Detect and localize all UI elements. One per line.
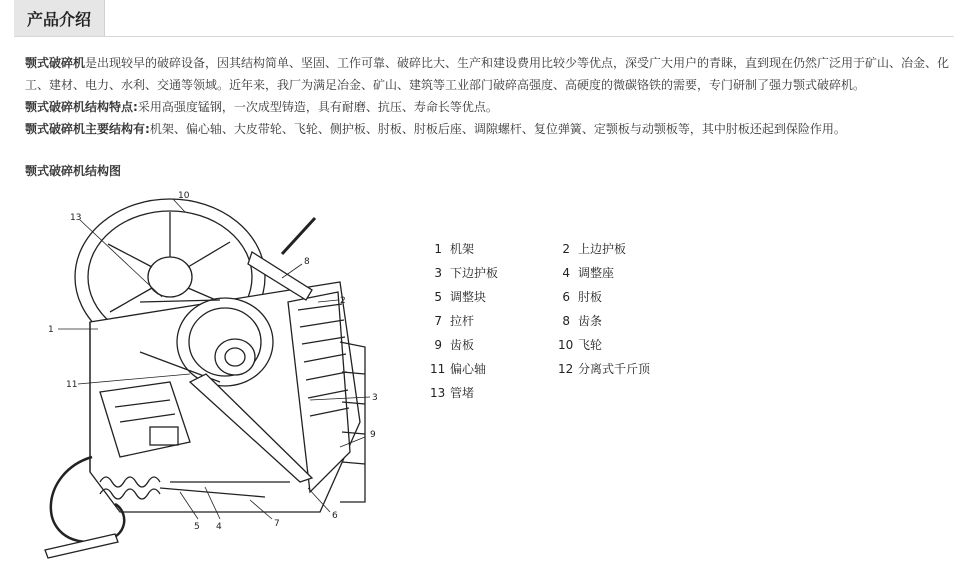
- legend-label: 分离式千斤顶: [578, 362, 651, 376]
- legend-number: 7: [434, 314, 442, 328]
- legend-number: 2: [562, 242, 570, 256]
- callout-3: 3: [372, 393, 378, 403]
- callout-1: 1: [48, 325, 54, 335]
- legend-number: 3: [434, 266, 442, 280]
- intro-p1-text: 是出现较早的破碎设备，因其结构简单、坚固、工作可靠、破碎比大、生产和建设费用比较少等优点，深受广大用户的青睐，直到现在仍然广泛用于矿山、冶金、化工、建材、电力、水利、交通等领域。近年来，我厂为满足冶金、矿山、建筑等工业部门破碎高强度、高硬度的微碳铬铁的需要，专门研制了强力颚式破碎机。: [25, 56, 950, 92]
- tab-product-intro[interactable]: 产品介绍: [14, 0, 105, 36]
- legend-number: 11: [430, 362, 446, 376]
- callout-8: 8: [304, 257, 310, 267]
- callout-13: 13: [70, 213, 82, 223]
- callout-2: 2: [340, 296, 346, 306]
- callout-10: 10: [178, 191, 190, 201]
- legend-label: 机架: [450, 242, 475, 256]
- intro-paragraph-2: [25, 96, 950, 118]
- intro-text: [25, 52, 950, 140]
- legend-label: 齿板: [450, 338, 475, 352]
- legend-label: 偏心轴: [450, 362, 487, 376]
- legend-number: 10: [558, 338, 574, 352]
- intro-paragraph-1: [25, 52, 950, 96]
- diagram-title: 颚式破碎机结构图: [25, 164, 122, 178]
- intro-paragraph-3: [25, 118, 950, 140]
- callout-4: 4: [216, 522, 222, 532]
- legend-number: 13: [430, 386, 446, 400]
- legend-number: 1: [434, 242, 442, 256]
- legend-label: 调整块: [450, 290, 487, 304]
- callout-7: 7: [274, 519, 280, 529]
- legend-number: 6: [562, 290, 570, 304]
- legend-number: 8: [562, 314, 570, 328]
- legend-number: 5: [434, 290, 442, 304]
- legend-label: 调整座: [578, 266, 615, 280]
- legend-label: 齿条: [578, 314, 603, 328]
- intro-p2-text: 采用高强度锰钢，一次成型铸造，具有耐磨、抗压、寿命长等优点。: [137, 100, 498, 114]
- legend-label: 拉杆: [450, 314, 475, 328]
- intro-p3-text: 机架、偏心轴、大皮带轮、飞轮、侧护板、肘板、肘板后座、调隙螺杆、复位弹簧、定颚板与动颚板等，其中肘板还起到保险作用。: [149, 122, 846, 136]
- callout-11: 11: [66, 380, 78, 390]
- jaw-crusher-diagram: [20, 182, 420, 574]
- legend-number: 12: [558, 362, 574, 376]
- legend-label: 管堵: [450, 386, 475, 400]
- intro-p2-bold: 颚式破碎机结构特点:: [25, 100, 138, 114]
- intro-p3-bold: 颚式破碎机主要结构有:: [25, 122, 150, 136]
- callout-6: 6: [332, 511, 338, 521]
- intro-p1-bold: 颚式破碎机: [25, 56, 86, 70]
- legend-number: 9: [434, 338, 442, 352]
- legend-label: 肘板: [578, 290, 603, 304]
- parts-legend: [430, 240, 698, 402]
- callout-9: 9: [370, 430, 376, 440]
- legend-number: 4: [562, 266, 570, 280]
- legend-label: 飞轮: [578, 338, 603, 352]
- tab-bar: [14, 0, 954, 37]
- callout-5: 5: [194, 522, 200, 532]
- legend-label: 上边护板: [578, 242, 627, 256]
- legend-label: 下边护板: [450, 266, 499, 280]
